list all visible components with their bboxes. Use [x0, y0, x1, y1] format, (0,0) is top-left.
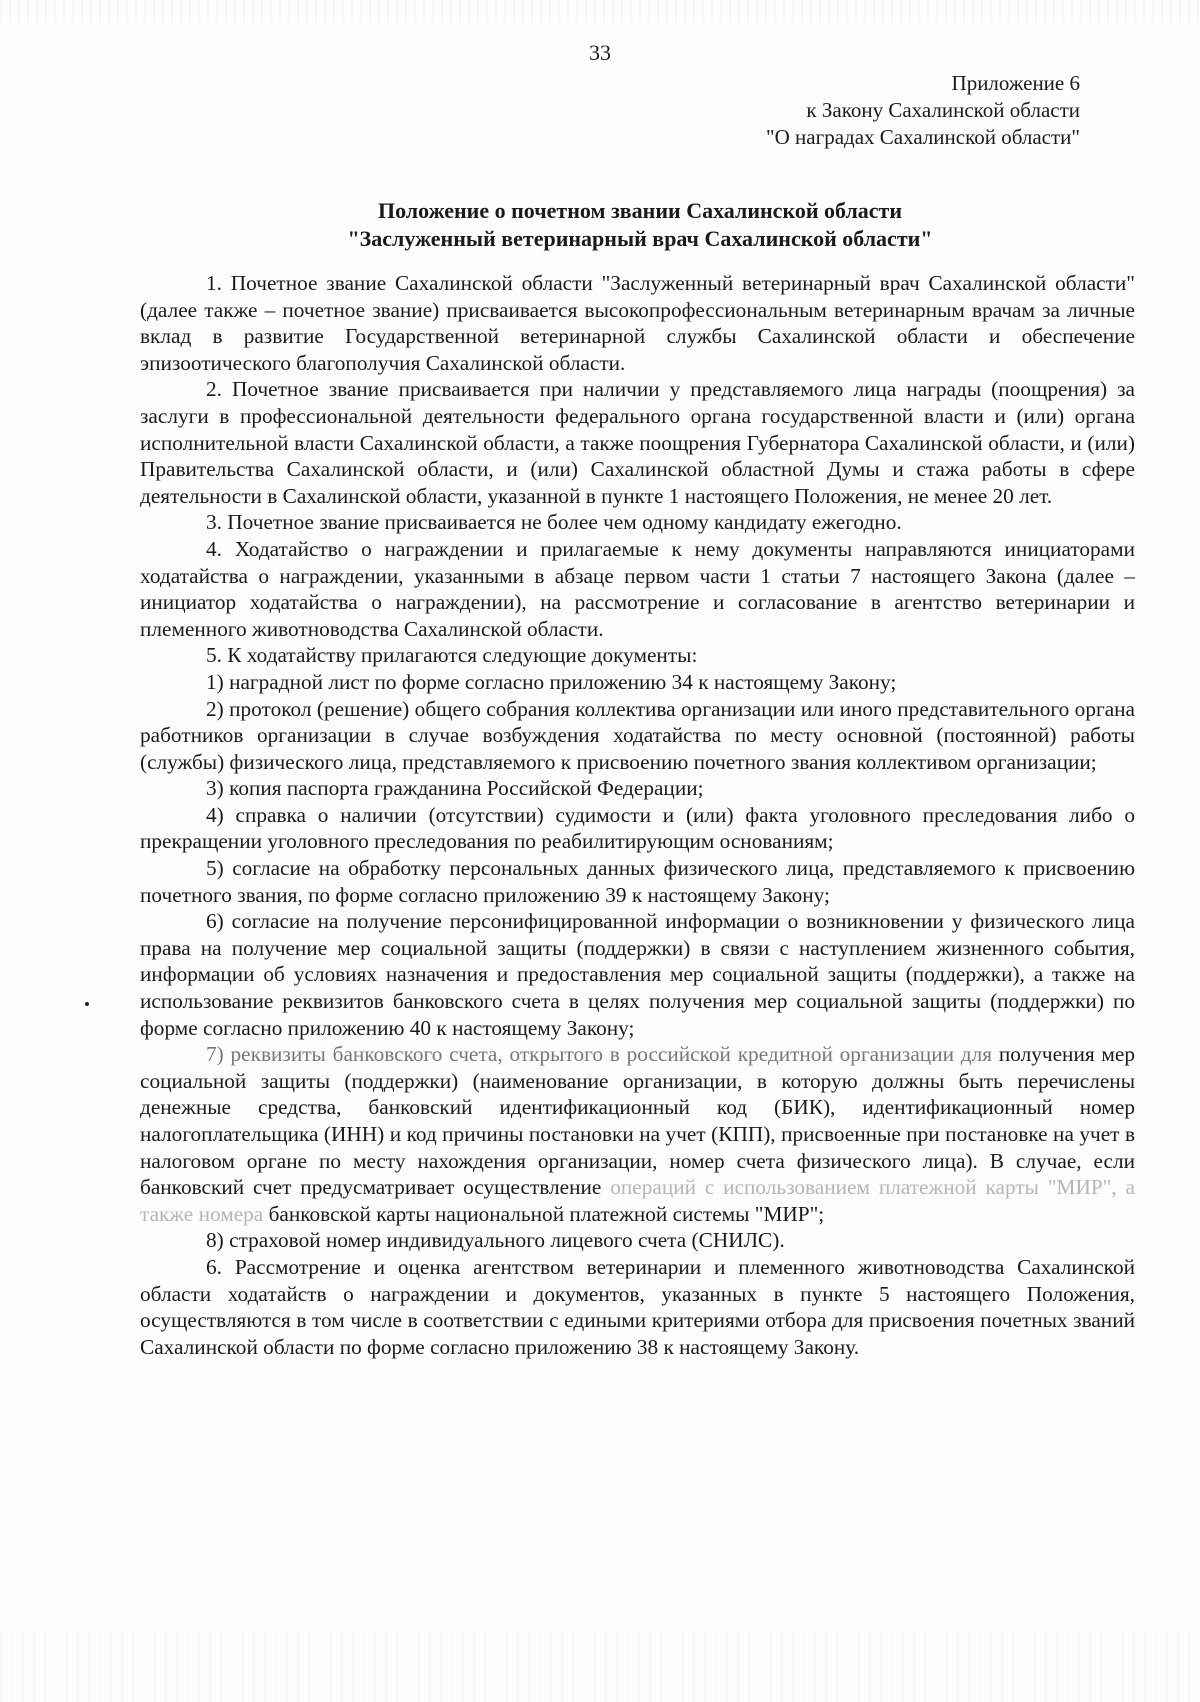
paragraph: 5. К ходатайству прилагаются следующие документы:	[206, 643, 698, 668]
title-line: "Заслуженный ветеринарный врач Сахалинской области"	[347, 226, 933, 251]
appendix-header	[766, 70, 1080, 151]
paragraph: 3) копия паспорта гражданина Российской Федерации;	[206, 776, 704, 801]
scan-noise-top	[0, 0, 1200, 22]
document-title	[140, 197, 1140, 253]
page-number: 33	[589, 40, 611, 65]
paragraph-text: банковской карты национальной платежной системы "МИР";	[268, 1201, 825, 1226]
paragraph: 1. Почетное звание Сахалинской области "Заслуженный ветеринарный врач Сахалинской области" (далее также – почетное звание) присваивается высокопрофессиональным ветеринарным врачам за личные вклад в развитие Государственной ветеринарной службы Сахалинской области и обеспечение эпизоотического благополучия Сахалинской области.	[140, 271, 1135, 375]
title-line: Положение о почетном звании Сахалинской области	[377, 198, 903, 223]
scan-noise-bottom	[0, 1632, 1200, 1702]
paragraph: 4) справка о наличии (отсутствии) судимости и (или) факта уголовного преследования либо о прекращении уголовного преследования по реабилитирующим основаниям;	[140, 802, 1135, 854]
paragraph-7	[140, 1041, 1135, 1227]
appendix-line: Приложение 6	[951, 71, 1080, 95]
paragraph: 5) согласие на обработку персональных данных физического лица, представляемого к присвоению почетного звания, по форме согласно приложению 39 к настоящему Закону;	[140, 856, 1135, 907]
margin-dot	[85, 1002, 89, 1006]
document-body	[140, 270, 1135, 1360]
illegible-text: операций с использованием платежной карты "МИР", а также номера	[140, 1175, 1135, 1226]
paragraph: 6) согласие на получение персонифицированной информации о возникновении у физического лица права на получение мер социальной защиты (поддержки) в связи с наступлением жизненного события, информации об условиях назначения и предоставления мер социальной защиты (поддержки), а также на использование реквизитов банковского счета в целях получения мер социальной защиты (поддержки) по форме согласно приложению 40 к настоящему Закону;	[140, 909, 1135, 1040]
paragraph-text: получения мер социальной защиты (поддержки) (наименование организации, в которую должны быть перечислены денежные средства, банковский идентификационный код (БИК), идентификационный номер налогоплательщика (ИНН) и код причины постановки на учет (КПП), присвоенные при постановке на учет в налоговом органе по месту нахождения организации, номер счета физического лица). В случае, если банковский счет предусматривает осуществление	[140, 1042, 1136, 1200]
paragraph: 2. Почетное звание присваивается при наличии у представляемого лица награды (поощрения) за заслуги в профессиональной деятельности федерального органа государственной власти и (или) органа исполнительной власти Сахалинской области, а также поощрения Губернатора Сахалинской области, и (или) Правительства Сахалинской области, и (или) Сахалинской областной Думы и стажа работы в сфере деятельности в Сахалинской области, указанной в пункте 1 настоящего Положения, не менее 20 лет.	[140, 377, 1135, 508]
paragraph: 8) страховой номер индивидуального лицевого счета (СНИЛС).	[206, 1228, 785, 1253]
paragraph: 4. Ходатайство о награждении и прилагаемые к нему документы направляются инициаторами ходатайства о награждении, указанными в абзаце первом части 1 статьи 7 настоящего Закона (далее – инициатор ходатайства о награждении), на рассмотрение и согласование в агентство ветеринарии и племенного животноводства Сахалинской области.	[140, 536, 1135, 641]
appendix-line: к Закону Сахалинской области	[806, 98, 1080, 122]
faded-text: 7) реквизиты банковского счета, открытого в российской кредитной организации для	[206, 1042, 993, 1067]
appendix-line: "О наградах Сахалинской области"	[766, 125, 1080, 149]
paragraph: 6. Рассмотрение и оценка агентством ветеринарии и племенного животноводства Сахалинской области ходатайств о награждении и документов, указанных в пункте 5 настоящего Положения, осуществляются в том числе в соответствии с едиными критериями отбора для присвоения почетных званий Сахалинской области по форме согласно приложению 38 к настоящему Закону.	[140, 1254, 1135, 1359]
paragraph: 3. Почетное звание присваивается не более чем одному кандидату ежегодно.	[206, 510, 902, 535]
paragraph: 2) протокол (решение) общего собрания коллектива организации или иного представительного органа работников организации в случае возбуждения ходатайства по месту основной (постоянной) работы (службы) физического лица, представляемого к присвоению почетного звания коллективом организации;	[140, 696, 1135, 774]
paragraph: 1) наградной лист по форме согласно приложению 34 к настоящему Закону;	[206, 669, 897, 694]
